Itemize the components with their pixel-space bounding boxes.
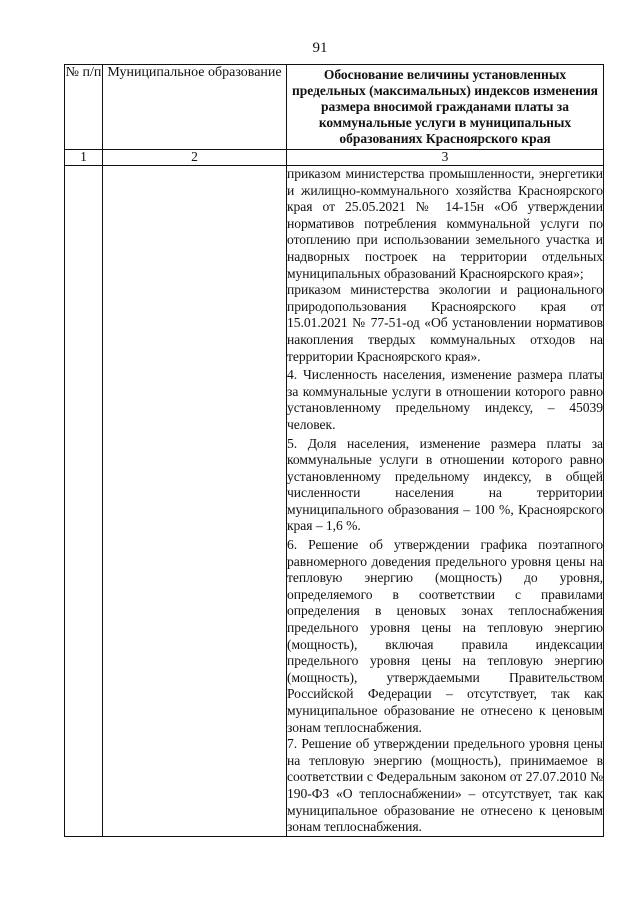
- paragraph-order-industry: приказом министерства промышленности, энергетики и жилищно-коммунального хозяйства Красноярского края от 25.05.2021 № 14-15н «Об утверждении нормативов потребления коммунальной услуги по отоплению при использовании земельного участка и надворных построек на территории отдельных муниципальных образований Красноярского края»;: [287, 166, 603, 281]
- paragraph-price-limit: 7. Решение об утверждении предельного уровня цены на тепловую энергию (мощность), принимаемое в соответствии с Федеральным законом от 27.07.2010 № 190-ФЗ «О теплоснабжении» – отсутствует, так как муниципальное образование не отнесено к ценовым зонам теплоснабжения.: [287, 736, 603, 835]
- paragraph-population: 4. Численность населения, изменение размера платы за коммунальные услуги в отношении которого равно установленному предельному индексу, – 45039 человек.: [287, 367, 603, 432]
- table-row: [65, 166, 604, 837]
- row-number-cell: [65, 166, 103, 837]
- row-municipality-cell: [103, 166, 287, 837]
- page-number: 91: [312, 40, 328, 56]
- header-number: № п/п: [65, 65, 103, 150]
- header-municipality: Муниципальное образование: [103, 65, 287, 150]
- paragraph-population-share: 5. Доля населения, изменение размера платы за коммунальные услуги в отношении которого равно установленному предельному индексу, в общей численности населения на территории муниципального образования – 100 %, Красноярского края – 1,6 %.: [287, 435, 603, 534]
- column-number-2: 2: [103, 150, 287, 166]
- paragraph-order-ecology: приказом министерства экологии и рационального природопользования Красноярского края от 15.01.2021 № 77-51-од «Об установлении нормативов накопления твердых коммунальных отходов на территории Красноярского края».: [287, 282, 603, 364]
- header-justification: Обоснование величины установленных предельных (максимальных) индексов изменения размера вносимой гражданами платы за коммунальные услуги в муниципальных образованиях Красноярского края: [287, 65, 604, 150]
- paragraph-price-schedule: 6. Решение об утверждении графика поэтапного равномерного доведения предельного уровня цены на тепловую энергию (мощность) до уровня, определяемого в соответствии с правилами определения в ценовых зонах теплоснабжения предельного уровня цены на тепловую энергию (мощность), включая правила индексации предельного уровня цены на тепловую энергию (мощность), утверждаемыми Правительством Российской Федерации – отсутствует, так как муниципальное образование не отнесено к ценовым зонам теплоснабжения.: [287, 537, 603, 735]
- table-header-row: [65, 65, 604, 150]
- column-number-3: 3: [287, 150, 604, 166]
- column-number-1: 1: [65, 150, 103, 166]
- column-numbers-row: [65, 150, 604, 166]
- row-justification-cell: [287, 166, 604, 837]
- justification-table: [64, 64, 604, 837]
